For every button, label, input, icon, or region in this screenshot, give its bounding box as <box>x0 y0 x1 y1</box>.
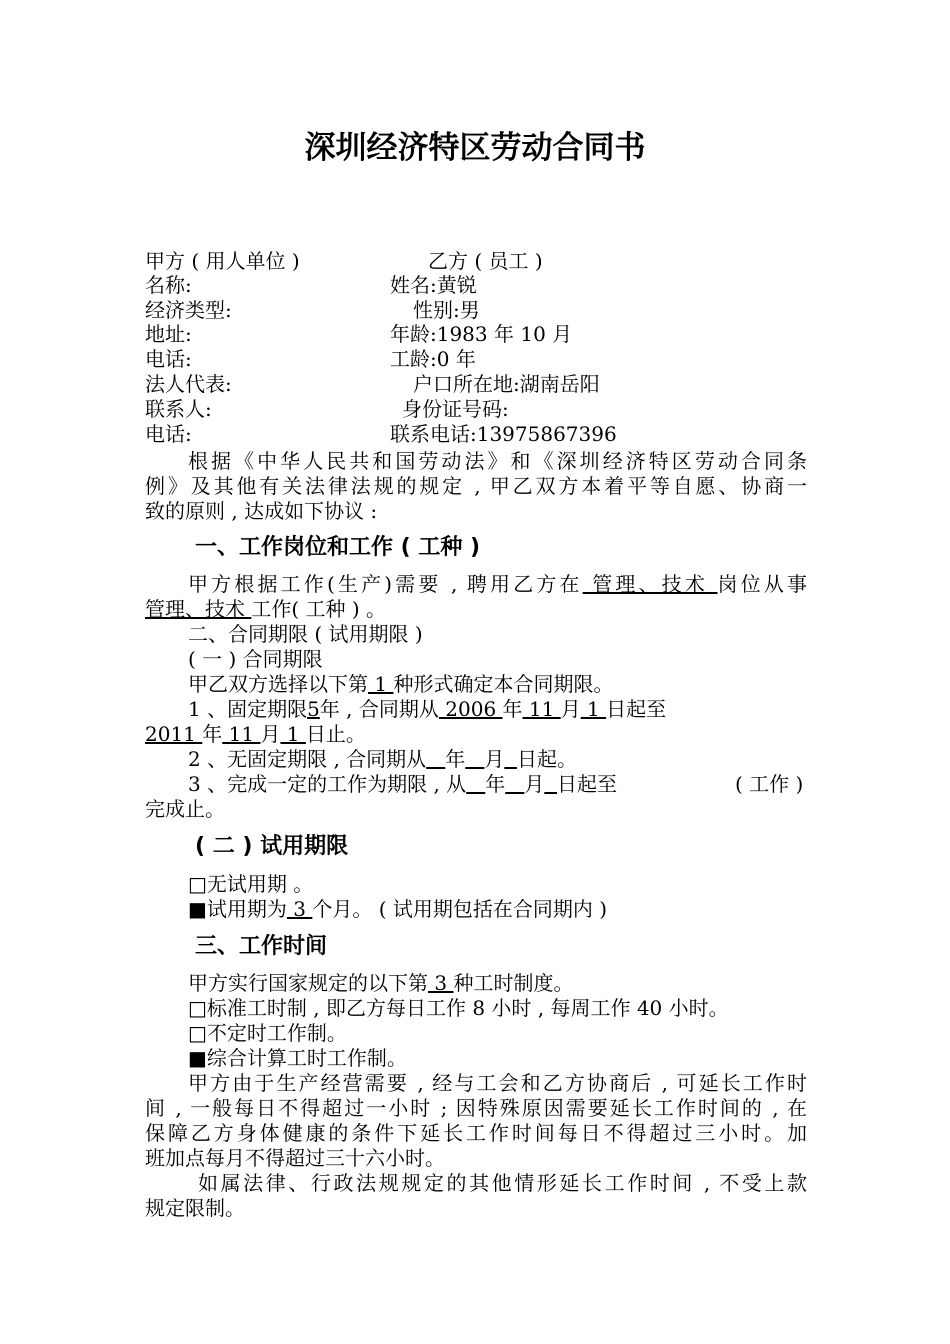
flexible-hours-option: □不定时工作制。 <box>188 1021 347 1045</box>
section-1-para-line-2: 管理、技术 工作( 工种 ) 。 <box>145 597 387 621</box>
party-b-hukou: 户口所在地:湖南岳阳 <box>413 372 600 396</box>
intro-line-3: 致的原则 , 达成如下协议 : <box>145 499 378 523</box>
start-day-field: 1 <box>580 697 607 721</box>
section-1-heading: 一、工作岗位和工作 ( 工种 ) <box>195 535 481 560</box>
document-title: 深圳经济特区劳动合同书 <box>304 130 646 166</box>
open-term-line: 2 、无固定期限 , 合同期从 年 月 日起。 <box>188 747 578 771</box>
party-a-address: 地址: <box>145 322 192 346</box>
party-b-age: 年龄:1983 年 10 月 <box>390 322 573 346</box>
fixed-term-line: 1 、固定期限5年 , 合同期从 2006 年 11 月 1 日起至 <box>188 697 667 721</box>
party-b-contact-phone: 联系电话:13975867396 <box>390 422 617 446</box>
fixed-years-field: 5 <box>307 697 320 721</box>
probation-months-field: 3 <box>286 897 313 921</box>
party-b-seniority: 工龄:0 年 <box>390 347 476 371</box>
start-month-field: 11 <box>522 697 561 721</box>
comprehensive-hours-option: ■综合计算工时工作制。 <box>188 1046 407 1070</box>
party-a-legal-rep: 法人代表: <box>145 372 232 396</box>
party-b-gender: 性别:男 <box>413 298 480 322</box>
job-field: 管理、技术 <box>145 597 252 621</box>
end-day-field: 1 <box>280 722 306 746</box>
party-a-economic-type: 经济类型: <box>145 298 232 322</box>
overtime-line-4: 班加点每月不得超过三十六小时。 <box>145 1146 445 1170</box>
law-exception-line-1: 如属法律、行政法规规定的其他情形延长工作时间 , 不受上款 <box>198 1171 807 1195</box>
party-b-id-number: 身份证号码: <box>402 397 509 421</box>
standard-hours-option: □标准工时制 , 即乙方每日工作 8 小时 , 每周工作 40 小时。 <box>188 996 729 1020</box>
work-hours-system-line: 甲方实行国家规定的以下第 3 种工时制度。 <box>188 971 574 995</box>
law-exception-line-2: 规定限制。 <box>145 1196 245 1220</box>
end-year-field: 2011 <box>145 722 203 746</box>
post-field: 管理、技术 <box>582 572 718 596</box>
task-term-work-label: ( 工作 ) <box>735 772 804 796</box>
start-year-field: 2006 <box>438 697 503 721</box>
task-term-line: 3 、完成一定的工作为期限 , 从 年 月 日起至 <box>188 772 618 796</box>
section-3-heading: 三、工作时间 <box>195 934 328 959</box>
contract-term-subheading: ( 一 ) 合同期限 <box>188 647 323 671</box>
overtime-line-3: 保障乙方身体健康的条件下延长工作时间每日不得超过三小时。加 <box>145 1121 807 1145</box>
term-choice-field: 1 <box>368 672 394 696</box>
work-hours-system-field: 3 <box>428 971 454 995</box>
end-month-field: 11 <box>222 722 261 746</box>
intro-line-1: 根据《中华人民共和国劳动法》和《深圳经济特区劳动合同条 <box>188 449 807 473</box>
party-a-phone-2: 电话: <box>145 422 192 446</box>
party-a-contact: 联系人: <box>145 397 212 421</box>
probation-heading: ( 二 ) 试用期限 <box>195 834 349 859</box>
task-term-end-line: 完成止。 <box>145 797 225 821</box>
no-probation-option: □无试用期 。 <box>188 872 314 896</box>
party-b-label: 乙方 ( 员工 ) <box>428 249 543 273</box>
party-a-name: 名称: <box>145 273 192 297</box>
party-a-phone: 电话: <box>145 347 192 371</box>
section-2-heading: 二、合同期限 ( 试用期限 ) <box>188 622 423 646</box>
party-b-name: 姓名:黄锐 <box>390 273 477 297</box>
overtime-line-2: 间 , 一般每日不得超过一小时 ; 因特殊原因需要延长工作时间的 , 在 <box>145 1096 807 1120</box>
party-a-label: 甲方 ( 用人单位 ) <box>145 249 300 273</box>
intro-line-2: 例》及其他有关法律法规的规定 , 甲乙双方本着平等自愿、协商一 <box>145 474 807 498</box>
probation-period-line: ■试用期为 3 个月。 ( 试用期包括在合同期内 ) <box>188 897 608 921</box>
fixed-term-end-line: 2011 年 11 月 1 日止。 <box>145 722 366 746</box>
section-1-para-line-1: 甲方根据工作(生产)需要 , 聘用乙方在 管理、技术 岗位从事 <box>188 572 807 596</box>
term-choice-line: 甲乙双方选择以下第 1 种形式确定本合同期限。 <box>188 672 614 696</box>
overtime-line-1: 甲方由于生产经营需要 , 经与工会和乙方协商后 , 可延长工作时 <box>188 1071 807 1095</box>
